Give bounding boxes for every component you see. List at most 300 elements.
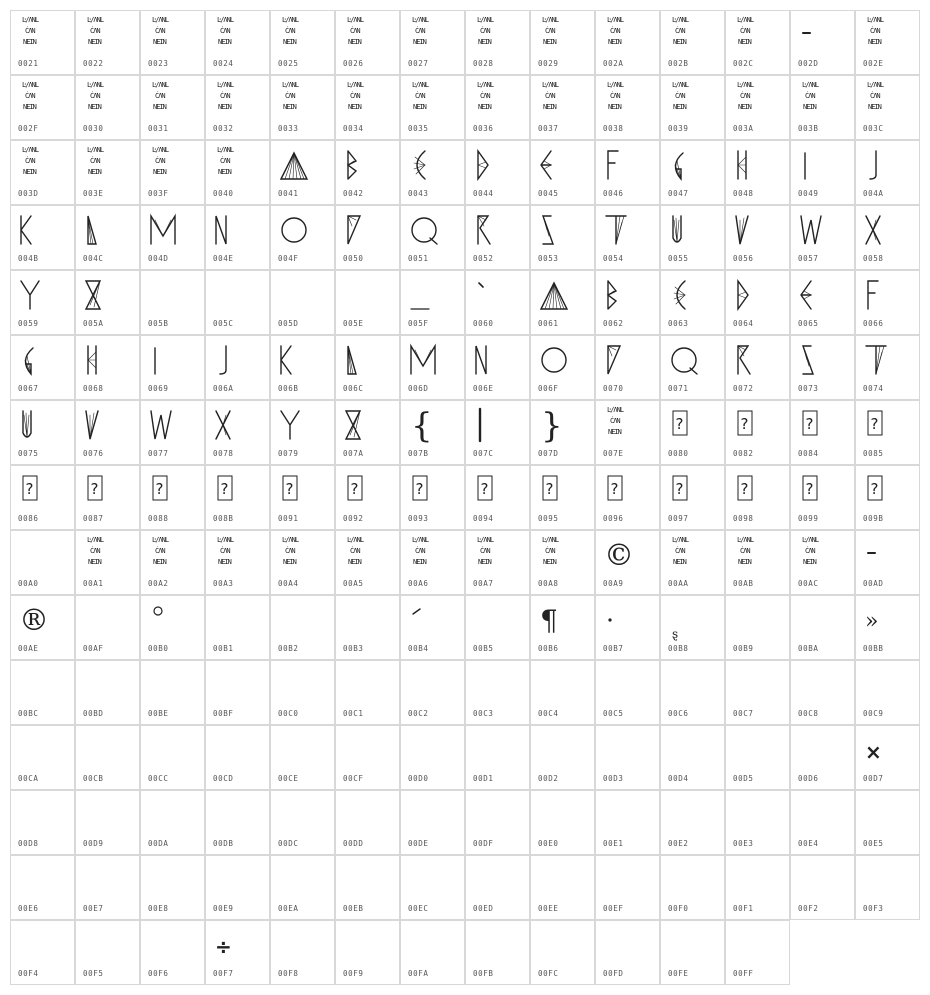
glyph-cell-00da[interactable] [140, 790, 205, 855]
glyph-cell-00dd[interactable] [335, 790, 400, 855]
glyph-cell-009b[interactable] [855, 465, 920, 530]
glyph-cell-00f9[interactable] [335, 920, 400, 985]
glyph-cell-00e0[interactable] [530, 790, 595, 855]
svg-text:ΝΕΙΝ: ΝΕΙΝ [413, 558, 426, 566]
glyph-notdef-icon [856, 466, 921, 516]
glyph-cell-0080[interactable] [660, 400, 725, 465]
glyph-codepoint-label: 002A [603, 59, 624, 68]
glyph-underscore-icon [401, 271, 466, 321]
glyph-cell-00bc[interactable] [10, 660, 75, 725]
glyph-cell-00ad[interactable] [855, 530, 920, 595]
glyph-cell-0057[interactable] [790, 205, 855, 270]
glyph-cell-0042[interactable] [335, 140, 400, 205]
glyph-cell-0075[interactable] [10, 400, 75, 465]
glyph-H-icon [726, 141, 791, 191]
glyph-cell-00ae[interactable] [10, 595, 75, 660]
svg-text:Ŀ∕ΛΝL: Ŀ∕ΛΝL [87, 81, 104, 89]
glyph-cell-003c[interactable] [855, 75, 920, 140]
glyph-cell-00c4[interactable] [530, 660, 595, 725]
glyph-cell-002b[interactable] [660, 10, 725, 75]
glyph-cell-00cc[interactable] [140, 725, 205, 790]
svg-text:ΝΕΙΝ: ΝΕΙΝ [543, 558, 556, 566]
glyph-cell-0022[interactable] [75, 10, 140, 75]
glyph-B-icon [596, 271, 661, 321]
svg-text:ΝΕΙΝ: ΝΕΙΝ [608, 38, 621, 46]
glyph-cell-0074[interactable] [855, 335, 920, 400]
glyph-codepoint-label: 00A4 [278, 579, 299, 588]
glyph-cell-0054[interactable] [595, 205, 660, 270]
glyph-cell-0078[interactable] [205, 400, 270, 465]
glyph-missing-icon [206, 531, 271, 581]
glyph-missing-icon [531, 531, 596, 581]
glyph-cell-00f2[interactable] [790, 855, 855, 920]
glyph-cell-00a3[interactable] [205, 530, 270, 595]
glyph-cell-0038[interactable] [595, 75, 660, 140]
glyph-cell-004a[interactable] [855, 140, 920, 205]
glyph-cell-00aa[interactable] [660, 530, 725, 595]
glyph-cell-00f6[interactable] [140, 920, 205, 985]
glyph-cell-00b9[interactable] [725, 595, 790, 660]
glyph-cell-00a0[interactable] [10, 530, 75, 595]
glyph-cell-0030[interactable] [75, 75, 140, 140]
glyph-cell-0045[interactable] [530, 140, 595, 205]
glyph-cell-0091[interactable] [270, 465, 335, 530]
glyph-cell-0067[interactable] [10, 335, 75, 400]
glyph-cell-00ff[interactable] [725, 920, 790, 985]
glyph-cell-0041[interactable] [270, 140, 335, 205]
glyph-cell-006d[interactable] [400, 335, 465, 400]
glyph-notdef-icon [401, 466, 466, 516]
glyph-cell-0039[interactable] [660, 75, 725, 140]
glyph-cell-0077[interactable] [140, 400, 205, 465]
glyph-cell-003d[interactable] [10, 140, 75, 205]
glyph-M-icon [141, 206, 206, 256]
glyph-cell-0086[interactable] [10, 465, 75, 530]
glyph-codepoint-label: 0048 [733, 189, 754, 198]
glyph-cell-0040[interactable] [205, 140, 270, 205]
glyph-missing-icon [531, 11, 596, 61]
glyph-cell-00c1[interactable] [335, 660, 400, 725]
glyph-cell-00b7[interactable] [595, 595, 660, 660]
glyph-cell-00a2[interactable] [140, 530, 205, 595]
glyph-blank-icon [661, 791, 726, 841]
glyph-cell-00a8[interactable] [530, 530, 595, 595]
glyph-cell-006e[interactable] [465, 335, 530, 400]
glyph-cell-006f[interactable] [530, 335, 595, 400]
glyph-blank-icon [336, 856, 401, 906]
glyph-cell-00c3[interactable] [465, 660, 530, 725]
glyph-cell-003b[interactable] [790, 75, 855, 140]
glyph-cell-0061[interactable] [530, 270, 595, 335]
glyph-copyright-icon [596, 531, 661, 581]
glyph-cell-0096[interactable] [595, 465, 660, 530]
glyph-cell-004d[interactable] [140, 205, 205, 270]
glyph-cell-0029[interactable] [530, 10, 595, 75]
glyph-cell-002f[interactable] [10, 75, 75, 140]
glyph-T-icon [596, 206, 661, 256]
glyph-cell-0032[interactable] [205, 75, 270, 140]
glyph-codepoint-label: 0024 [213, 59, 234, 68]
glyph-pilcrow-icon [531, 596, 596, 646]
glyph-Z-icon [336, 401, 401, 451]
glyph-blank-icon [531, 791, 596, 841]
glyph-cell-00e7[interactable] [75, 855, 140, 920]
glyph-cell-00ee[interactable] [530, 855, 595, 920]
glyph-cell-002d[interactable] [790, 10, 855, 75]
glyph-cell-0072[interactable] [725, 335, 790, 400]
glyph-cell-00cf[interactable] [335, 725, 400, 790]
glyph-cell-0034[interactable] [335, 75, 400, 140]
glyph-cell-0047[interactable] [660, 140, 725, 205]
glyph-cell-00db[interactable] [205, 790, 270, 855]
glyph-cedilla-icon [661, 596, 726, 646]
glyph-cell-00fa[interactable] [400, 920, 465, 985]
glyph-missing-icon [76, 141, 141, 191]
glyph-cell-00ce[interactable] [270, 725, 335, 790]
svg-text:Ŀ∕ΛΝL: Ŀ∕ΛΝL [672, 81, 689, 89]
glyph-cell-00e6[interactable] [10, 855, 75, 920]
glyph-cell-00e9[interactable] [205, 855, 270, 920]
svg-text:ΝΕΙΝ: ΝΕΙΝ [218, 558, 231, 566]
glyph-cell-003e[interactable] [75, 140, 140, 205]
glyph-cell-0068[interactable] [75, 335, 140, 400]
glyph-cell-007d[interactable] [530, 400, 595, 465]
glyph-cell-00c6[interactable] [660, 660, 725, 725]
glyph-cell-00a1[interactable] [75, 530, 140, 595]
glyph-cell-0048[interactable] [725, 140, 790, 205]
glyph-cell-005e[interactable] [335, 270, 400, 335]
svg-text:?: ? [740, 480, 749, 498]
glyph-codepoint-label: 006D [408, 384, 429, 393]
glyph-cell-00be[interactable] [140, 660, 205, 725]
svg-text:ĊΛΝ: ĊΛΝ [415, 92, 425, 100]
glyph-cell-0033[interactable] [270, 75, 335, 140]
glyph-cell-00e4[interactable] [790, 790, 855, 855]
glyph-codepoint-label: 0022 [83, 59, 104, 68]
glyph-cell-0099[interactable] [790, 465, 855, 530]
glyph-cell-005c[interactable] [205, 270, 270, 335]
glyph-cell-00b0[interactable] [140, 595, 205, 660]
glyph-cell-00f8[interactable] [270, 920, 335, 985]
svg-text:ΝΕΙΝ: ΝΕΙΝ [218, 38, 231, 46]
glyph-registered-icon [11, 596, 76, 646]
glyph-cell-00ec[interactable] [400, 855, 465, 920]
glyph-G-icon [11, 336, 76, 386]
glyph-cell-00b3[interactable] [335, 595, 400, 660]
glyph-cell-00bd[interactable] [75, 660, 140, 725]
glyph-cell-0046[interactable] [595, 140, 660, 205]
glyph-R-icon [466, 206, 531, 256]
glyph-cell-00bb[interactable] [855, 595, 920, 660]
glyph-cell-00ed[interactable] [465, 855, 530, 920]
glyph-codepoint-label: 0071 [668, 384, 689, 393]
glyph-cell-004c[interactable] [75, 205, 140, 270]
glyph-cell-00f3[interactable] [855, 855, 920, 920]
glyph-cell-0035[interactable] [400, 75, 465, 140]
glyph-cell-0044[interactable] [465, 140, 530, 205]
glyph-cell-008b[interactable] [205, 465, 270, 530]
glyph-cell-002e[interactable] [855, 10, 920, 75]
glyph-blank-icon [336, 271, 401, 321]
svg-text:ĊΛΝ: ĊΛΝ [870, 27, 880, 35]
glyph-notdef-icon [336, 466, 401, 516]
glyph-cell-003a[interactable] [725, 75, 790, 140]
glyph-codepoint-label: 004E [213, 254, 234, 263]
glyph-cell-0094[interactable] [465, 465, 530, 530]
glyph-cell-0092[interactable] [335, 465, 400, 530]
glyph-cell-00a4[interactable] [270, 530, 335, 595]
glyph-blank-icon [856, 856, 921, 906]
glyph-blank-icon [11, 856, 76, 906]
glyph-cell-0069[interactable] [140, 335, 205, 400]
svg-text:Ŀ∕ΛΝL: Ŀ∕ΛΝL [412, 536, 429, 544]
glyph-codepoint-label: 0025 [278, 59, 299, 68]
glyph-codepoint-label: 0029 [538, 59, 559, 68]
glyph-cell-00d7[interactable] [855, 725, 920, 790]
glyph-missing-icon [141, 141, 206, 191]
glyph-codepoint-label: 00FC [538, 969, 559, 978]
glyph-cell-0066[interactable] [855, 270, 920, 335]
glyph-cell-00a5[interactable] [335, 530, 400, 595]
glyph-cell-0043[interactable] [400, 140, 465, 205]
glyph-cell-00d9[interactable] [75, 790, 140, 855]
glyph-cell-0071[interactable] [660, 335, 725, 400]
glyph-cell-0036[interactable] [465, 75, 530, 140]
svg-text:ĊΛΝ: ĊΛΝ [740, 92, 750, 100]
svg-text:ĊΛΝ: ĊΛΝ [25, 27, 35, 35]
glyph-cell-00e2[interactable] [660, 790, 725, 855]
svg-text:ĊΛΝ: ĊΛΝ [350, 547, 360, 555]
glyph-cell-00df[interactable] [465, 790, 530, 855]
glyph-codepoint-label: 0070 [603, 384, 624, 393]
glyph-cell-00af[interactable] [75, 595, 140, 660]
glyph-cell-0082[interactable] [725, 400, 790, 465]
glyph-cell-007b[interactable] [400, 400, 465, 465]
glyph-cell-00a7[interactable] [465, 530, 530, 595]
glyph-cell-00c7[interactable] [725, 660, 790, 725]
glyph-cell-007e[interactable] [595, 400, 660, 465]
glyph-missing-icon [76, 11, 141, 61]
glyph-cell-00e8[interactable] [140, 855, 205, 920]
glyph-cell-00d3[interactable] [595, 725, 660, 790]
glyph-blank-icon [271, 791, 336, 841]
glyph-cell-0053[interactable] [530, 205, 595, 270]
glyph-cell-0095[interactable] [530, 465, 595, 530]
glyph-blank-icon [661, 726, 726, 776]
glyph-codepoint-label: 00A9 [603, 579, 624, 588]
glyph-cell-005b[interactable] [140, 270, 205, 335]
glyph-cell-0088[interactable] [140, 465, 205, 530]
glyph-cell-005d[interactable] [270, 270, 335, 335]
glyph-blank-icon [271, 661, 336, 711]
glyph-missing-icon [11, 76, 76, 126]
glyph-cell-00d2[interactable] [530, 725, 595, 790]
glyph-cell-005f[interactable] [400, 270, 465, 335]
glyph-cell-00de[interactable] [400, 790, 465, 855]
glyph-cell-003f[interactable] [140, 140, 205, 205]
glyph-cell-00ea[interactable] [270, 855, 335, 920]
glyph-cell-00d4[interactable] [660, 725, 725, 790]
glyph-codepoint-label: 00DF [473, 839, 494, 848]
glyph-codepoint-label: 0023 [148, 59, 169, 68]
glyph-cell-0052[interactable] [465, 205, 530, 270]
svg-text:Ŀ∕ΛΝL: Ŀ∕ΛΝL [412, 16, 429, 24]
glyph-cell-006c[interactable] [335, 335, 400, 400]
glyph-blank-icon [141, 791, 206, 841]
glyph-cell-0064[interactable] [725, 270, 790, 335]
glyph-cell-00cd[interactable] [205, 725, 270, 790]
glyph-cell-002a[interactable] [595, 10, 660, 75]
glyph-cell-002c[interactable] [725, 10, 790, 75]
glyph-cell-0076[interactable] [75, 400, 140, 465]
glyph-cell-00ac[interactable] [790, 530, 855, 595]
glyph-cell-00bf[interactable] [205, 660, 270, 725]
glyph-notdef-icon [726, 466, 791, 516]
glyph-cell-00ca[interactable] [10, 725, 75, 790]
glyph-blank-icon [401, 791, 466, 841]
svg-text:ΝΕΙΝ: ΝΕΙΝ [868, 103, 881, 111]
glyph-cell-0055[interactable] [660, 205, 725, 270]
svg-text:ĊΛΝ: ĊΛΝ [610, 417, 620, 425]
glyph-cell-00fd[interactable] [595, 920, 660, 985]
glyph-cell-00cb[interactable] [75, 725, 140, 790]
glyph-cell-004f[interactable] [270, 205, 335, 270]
glyph-codepoint-label: 003A [733, 124, 754, 133]
glyph-G-icon [661, 141, 726, 191]
glyph-cell-00e1[interactable] [595, 790, 660, 855]
glyph-cell-005a[interactable] [75, 270, 140, 335]
glyph-codepoint-label: 00A5 [343, 579, 364, 588]
glyph-cell-00c5[interactable] [595, 660, 660, 725]
glyph-cell-00b2[interactable] [270, 595, 335, 660]
glyph-codepoint-label: 0079 [278, 449, 299, 458]
glyph-cell-00fb[interactable] [465, 920, 530, 985]
glyph-codepoint-label: 00D7 [863, 774, 884, 783]
glyph-cell-00e3[interactable] [725, 790, 790, 855]
glyph-P-icon [596, 336, 661, 386]
glyph-cell-0085[interactable] [855, 400, 920, 465]
glyph-cell-00d0[interactable] [400, 725, 465, 790]
glyph-cell-0070[interactable] [595, 335, 660, 400]
glyph-cell-0065[interactable] [790, 270, 855, 335]
glyph-cell-0050[interactable] [335, 205, 400, 270]
glyph-cell-00c9[interactable] [855, 660, 920, 725]
glyph-cell-00f7[interactable] [205, 920, 270, 985]
glyph-cell-00ba[interactable] [790, 595, 855, 660]
glyph-cell-0025[interactable] [270, 10, 335, 75]
glyph-cell-00c0[interactable] [270, 660, 335, 725]
glyph-cell-0059[interactable] [10, 270, 75, 335]
glyph-cell-00fe[interactable] [660, 920, 725, 985]
glyph-cell-00f0[interactable] [660, 855, 725, 920]
glyph-cell-0031[interactable] [140, 75, 205, 140]
svg-text:Ŀ∕ΛΝL: Ŀ∕ΛΝL [217, 146, 234, 154]
glyph-codepoint-label: 00BC [18, 709, 39, 718]
glyph-cell-0087[interactable] [75, 465, 140, 530]
glyph-cell-00b8[interactable] [660, 595, 725, 660]
glyph-cell-0021[interactable] [10, 10, 75, 75]
glyph-cell-0058[interactable] [855, 205, 920, 270]
glyph-cell-00dc[interactable] [270, 790, 335, 855]
glyph-cell-00b6[interactable] [530, 595, 595, 660]
glyph-codepoint-label: 00E7 [83, 904, 104, 913]
glyph-codepoint-label: 0052 [473, 254, 494, 263]
glyph-cell-0084[interactable] [790, 400, 855, 465]
glyph-codepoint-label: 0043 [408, 189, 429, 198]
glyph-cell-00c2[interactable] [400, 660, 465, 725]
glyph-codepoint-label: 003B [798, 124, 819, 133]
glyph-codepoint-label: 00ED [473, 904, 494, 913]
glyph-cell-0063[interactable] [660, 270, 725, 335]
glyph-cell-00ab[interactable] [725, 530, 790, 595]
glyph-cell-006a[interactable] [205, 335, 270, 400]
glyph-cell-007c[interactable] [465, 400, 530, 465]
glyph-codepoint-label: 00F2 [798, 904, 819, 913]
glyph-cell-0060[interactable] [465, 270, 530, 335]
glyph-cell-004e[interactable] [205, 205, 270, 270]
glyph-cell-0098[interactable] [725, 465, 790, 530]
glyph-cell-00b4[interactable] [400, 595, 465, 660]
glyph-N-icon [466, 336, 531, 386]
glyph-cell-0097[interactable] [660, 465, 725, 530]
glyph-cell-00fc[interactable] [530, 920, 595, 985]
glyph-cell-00f1[interactable] [725, 855, 790, 920]
glyph-cell-0049[interactable] [790, 140, 855, 205]
glyph-cell-004b[interactable] [10, 205, 75, 270]
svg-text:?: ? [545, 480, 554, 498]
glyph-codepoint-label: 00D3 [603, 774, 624, 783]
glyph-cell-0073[interactable] [790, 335, 855, 400]
glyph-E-icon [791, 271, 856, 321]
glyph-cell-0093[interactable] [400, 465, 465, 530]
glyph-cell-00ef[interactable] [595, 855, 660, 920]
glyph-cell-00f4[interactable] [10, 920, 75, 985]
glyph-cell-00eb[interactable] [335, 855, 400, 920]
glyph-codepoint-label: 002F [18, 124, 39, 133]
glyph-codepoint-label: 00C2 [408, 709, 429, 718]
glyph-codepoint-label: 00C9 [863, 709, 884, 718]
glyph-cell-0027[interactable] [400, 10, 465, 75]
glyph-cell-00a9[interactable] [595, 530, 660, 595]
glyph-cell-0056[interactable] [725, 205, 790, 270]
glyph-codepoint-label: 0034 [343, 124, 364, 133]
glyph-cell-00d8[interactable] [10, 790, 75, 855]
glyph-cell-0051[interactable] [400, 205, 465, 270]
glyph-codepoint-label: 0069 [148, 384, 169, 393]
glyph-cell-0026[interactable] [335, 10, 400, 75]
glyph-cell-00d1[interactable] [465, 725, 530, 790]
glyph-codepoint-label: 00EF [603, 904, 624, 913]
glyph-cell-00e5[interactable] [855, 790, 920, 855]
glyph-cell-006b[interactable] [270, 335, 335, 400]
svg-text:ĊΛΝ: ĊΛΝ [805, 547, 815, 555]
glyph-cell-00a6[interactable] [400, 530, 465, 595]
glyph-cell-00d6[interactable] [790, 725, 855, 790]
glyph-cell-0024[interactable] [205, 10, 270, 75]
glyph-cell-00b1[interactable] [205, 595, 270, 660]
glyph-cell-0023[interactable] [140, 10, 205, 75]
glyph-cell-0062[interactable] [595, 270, 660, 335]
glyph-cell-00d5[interactable] [725, 725, 790, 790]
glyph-cell-00f5[interactable] [75, 920, 140, 985]
glyph-cell-0079[interactable] [270, 400, 335, 465]
glyph-cell-0037[interactable] [530, 75, 595, 140]
glyph-cell-00b5[interactable] [465, 595, 530, 660]
glyph-cell-007a[interactable] [335, 400, 400, 465]
glyph-blank-icon [76, 856, 141, 906]
glyph-cell-00c8[interactable] [790, 660, 855, 725]
glyph-cell-0028[interactable] [465, 10, 530, 75]
